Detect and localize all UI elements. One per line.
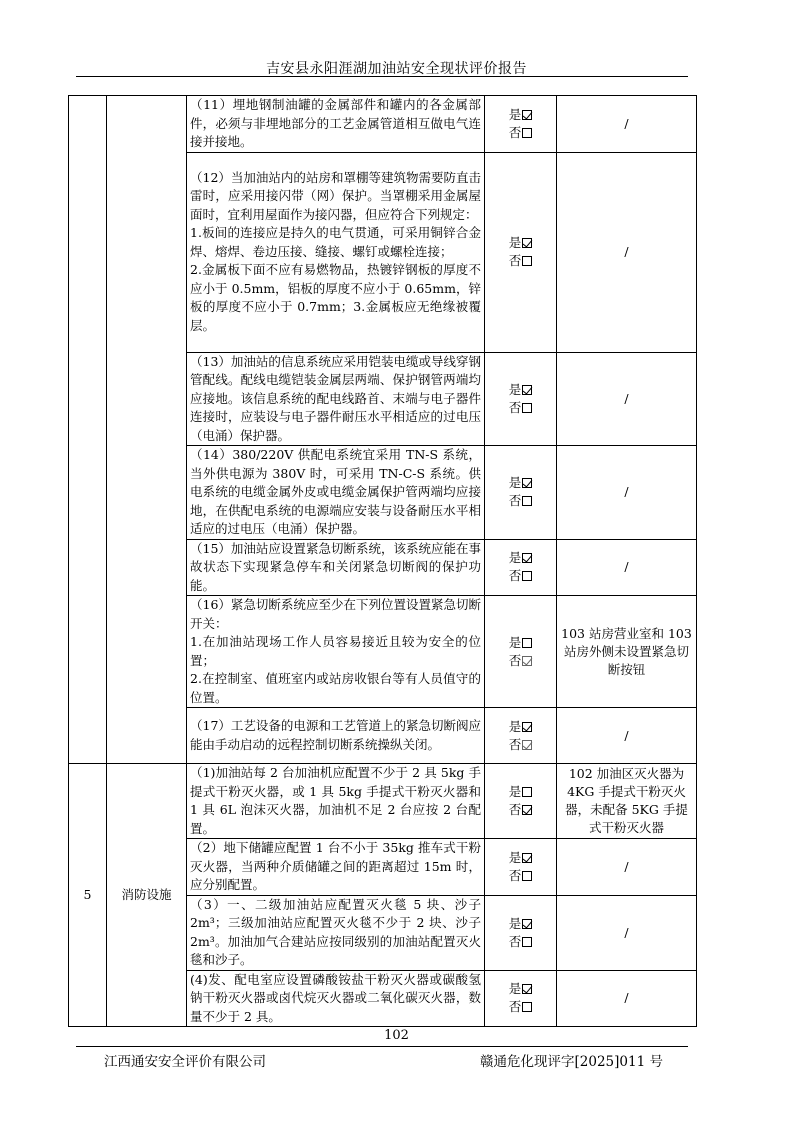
header-divider (76, 76, 688, 77)
result-cell: / (557, 352, 697, 446)
yes-checkbox-icon[interactable] (522, 553, 532, 563)
result-cell: / (557, 96, 697, 153)
compliance-check-cell (485, 895, 557, 970)
no-checkbox-icon[interactable] (522, 656, 532, 666)
compliance-check-cell (485, 708, 557, 764)
result-cell: / (557, 839, 697, 896)
yes-option[interactable] (488, 549, 553, 567)
no-checkbox-icon[interactable] (522, 1002, 532, 1012)
result-cell: / (557, 152, 697, 352)
no-checkbox-icon[interactable] (522, 256, 532, 266)
yes-option[interactable] (488, 915, 553, 933)
no-label: 否 (508, 867, 522, 883)
requirement-text: (4)发、配电室应设置磷酸铵盐干粉灭火器或碳酸氢钠干粉灭火器或卤代烷灭火器或二氧化碳灭火器，数量不少于 2 具。 (187, 970, 485, 1027)
yes-option[interactable] (488, 474, 553, 492)
compliance-check-cell (485, 970, 557, 1027)
yes-label: 是 (508, 381, 522, 397)
result-cell: / (557, 970, 697, 1027)
yes-label: 是 (508, 784, 522, 799)
no-label: 否 (508, 124, 522, 140)
no-checkbox-icon[interactable] (522, 740, 532, 750)
no-checkbox-icon[interactable] (522, 571, 532, 581)
yes-option[interactable] (488, 234, 553, 252)
yes-label: 是 (508, 915, 522, 931)
evaluation-table (68, 95, 697, 1027)
requirement-text: （11）埋地钢制油罐的金属部件和罐内的各金属部件，必须与非埋地部分的工艺金属管道相互做电气连接并接地。 (187, 96, 485, 153)
yes-label: 是 (508, 550, 522, 566)
no-label: 否 (508, 399, 522, 415)
no-option[interactable] (488, 867, 553, 885)
yes-checkbox-icon[interactable] (522, 478, 532, 488)
yes-option[interactable] (488, 634, 553, 652)
requirement-text: （17）工艺设备的电源和工艺管道上的紧急切断阀应能由手动启动的远程控制切断系统操纵关闭。 (187, 708, 485, 764)
no-label: 否 (508, 999, 522, 1015)
requirement-text: （15）加油站应设置紧急切断系统，该系统应能在事故状态下实现紧急停车和关闭紧急切断阀的保护功能。 (187, 539, 485, 596)
index-cell-prev (69, 96, 107, 764)
no-option[interactable] (488, 567, 553, 585)
yes-option[interactable] (488, 718, 553, 736)
requirement-text: （14）380/220V 供配电系统宜采用 TN-S 系统，当外供电源为 380V 时，可采用 TN-C-S 系统。供电系统的电缆金属外皮或电缆金属保护管两端均应接地，在供配电系统的电源端应安装与设备耐压水平相适应的过电压（电涌）保护器。 (187, 446, 485, 540)
no-checkbox-icon[interactable] (522, 937, 532, 947)
footer-report-number: 赣通危化现评字[2025]011 号 (480, 1054, 663, 1070)
category-cell-prev (107, 96, 187, 764)
compliance-check-cell (485, 539, 557, 596)
requirement-text: （3）一、二级加油站应配置灭火毯 5 块、沙子 2m³；三级加油站应配置灭火毯不少于 2 块、沙子 2m³。加油加气合建站应按同级别的加油站配置灭火毯和沙子。 (187, 895, 485, 970)
no-option[interactable] (488, 933, 553, 951)
no-option[interactable] (488, 492, 553, 510)
no-option[interactable] (488, 998, 553, 1016)
result-cell: / (557, 708, 697, 764)
section-category: 消防设施 (107, 764, 187, 1027)
result-cell: 103 站房营业室和 103 站房外侧未设置紧急切断按钮 (557, 596, 697, 708)
requirement-text: （16）紧急切断系统应至少在下列位置设置紧急切断开关： 1.在加油站现场工作人员容易接近且较为安全的位置； 2.在控制室、值班室内或站房收银台等有人员值守的位置。 (187, 596, 485, 708)
requirement-text: （2）地下储罐应配置 1 台不小于 35kg 推车式干粉灭火器，当两种介质储罐之间的距离超过 15m 时，应分别配置。 (187, 839, 485, 896)
compliance-check-cell (485, 152, 557, 352)
yes-checkbox-icon[interactable] (522, 238, 532, 248)
yes-checkbox-icon[interactable] (522, 984, 532, 994)
no-checkbox-icon[interactable] (522, 496, 532, 506)
no-label: 否 (508, 652, 522, 668)
compliance-check-cell (485, 596, 557, 708)
requirement-text: （13）加油站的信息系统应采用铠装电缆或导线穿钢管配线。配线电缆铠装金属层两端、保护钢管两端均应接地。该信息系统的配电线路首、末端与电子器件连接时，应装设与电子器件耐压水平相适应的过电压（电涌）保护器。 (187, 352, 485, 446)
result-cell: / (557, 539, 697, 596)
no-label: 否 (508, 253, 522, 268)
yes-label: 是 (508, 634, 522, 650)
yes-checkbox-icon[interactable] (522, 787, 532, 797)
yes-checkbox-icon[interactable] (522, 638, 532, 648)
no-label: 否 (508, 736, 522, 752)
no-option[interactable] (488, 652, 553, 670)
yes-checkbox-icon[interactable] (522, 385, 532, 395)
compliance-check-cell (485, 839, 557, 896)
no-checkbox-icon[interactable] (522, 805, 532, 815)
yes-checkbox-icon[interactable] (522, 722, 532, 732)
yes-label: 是 (508, 718, 522, 734)
requirement-text: （1)加油站每 2 台加油机应配置不少于 2 具 5kg 手提式干粉灭火器，或 1 具 5kg 手提式干粉灭火器和 1 具 6L 泡沫灭火器，加油机不足 2 台应按 2 台配置。 (187, 764, 485, 839)
table-row (69, 764, 697, 839)
result-cell: / (557, 895, 697, 970)
requirement-text: （12）当加油站内的站房和罩棚等建筑物需要防直击雷时，应采用接闪带（网）保护。当罩棚采用金属屋面时，宜利用屋面作为接闪器，但应符合下列规定： 1.板间的连接应是持久的电气贯通，可采用铜锌合金焊、熔焊、卷边压接、缝接、螺钉或螺栓连接； 2.金属板下面不应有易燃物品，热镀锌钢板的厚度不应小于 0.5mm，铝板的厚度不应小于 0.65mm，锌板的厚度不应小于 0.7mm；3.金属板应无绝缘被覆层。 (187, 152, 485, 352)
footer-company: 江西通安安全评价有限公司 (104, 1054, 266, 1070)
compliance-check-cell (485, 96, 557, 153)
yes-option[interactable] (488, 381, 553, 399)
no-label: 否 (508, 802, 522, 817)
result-cell: 102 加油区灭火器为 4KG 手提式干粉灭火器，未配备 5KG 手提式干粉灭火器 (557, 764, 697, 839)
yes-option[interactable] (488, 980, 553, 998)
yes-label: 是 (508, 235, 522, 250)
result-cell: / (557, 446, 697, 540)
yes-label: 是 (508, 981, 522, 997)
yes-label: 是 (508, 475, 522, 491)
no-option[interactable] (488, 736, 553, 754)
section-index: 5 (69, 764, 107, 1027)
no-checkbox-icon[interactable] (522, 403, 532, 413)
no-checkbox-icon[interactable] (522, 128, 532, 138)
no-label: 否 (508, 568, 522, 584)
page-header-title: 吉安县永阳涯湖加油站安全现状评价报告 (266, 61, 527, 77)
table-row (69, 96, 697, 153)
no-label: 否 (508, 933, 522, 949)
yes-option[interactable] (488, 106, 553, 124)
yes-label: 是 (508, 106, 522, 122)
compliance-check-cell (485, 446, 557, 540)
yes-checkbox-icon[interactable] (522, 853, 532, 863)
no-label: 否 (508, 493, 522, 509)
compliance-check-cell (485, 764, 557, 839)
yes-checkbox-icon[interactable] (522, 919, 532, 929)
footer-divider (76, 1046, 688, 1047)
yes-option[interactable] (488, 849, 553, 867)
yes-label: 是 (508, 849, 522, 865)
no-checkbox-icon[interactable] (522, 871, 532, 881)
no-option[interactable] (488, 801, 553, 819)
page-number: 102 (384, 1028, 409, 1043)
compliance-check-cell (485, 352, 557, 446)
yes-checkbox-icon[interactable] (522, 110, 532, 120)
no-option[interactable] (488, 124, 553, 142)
no-option[interactable] (488, 252, 553, 270)
yes-option[interactable] (488, 783, 553, 801)
no-option[interactable] (488, 399, 553, 417)
